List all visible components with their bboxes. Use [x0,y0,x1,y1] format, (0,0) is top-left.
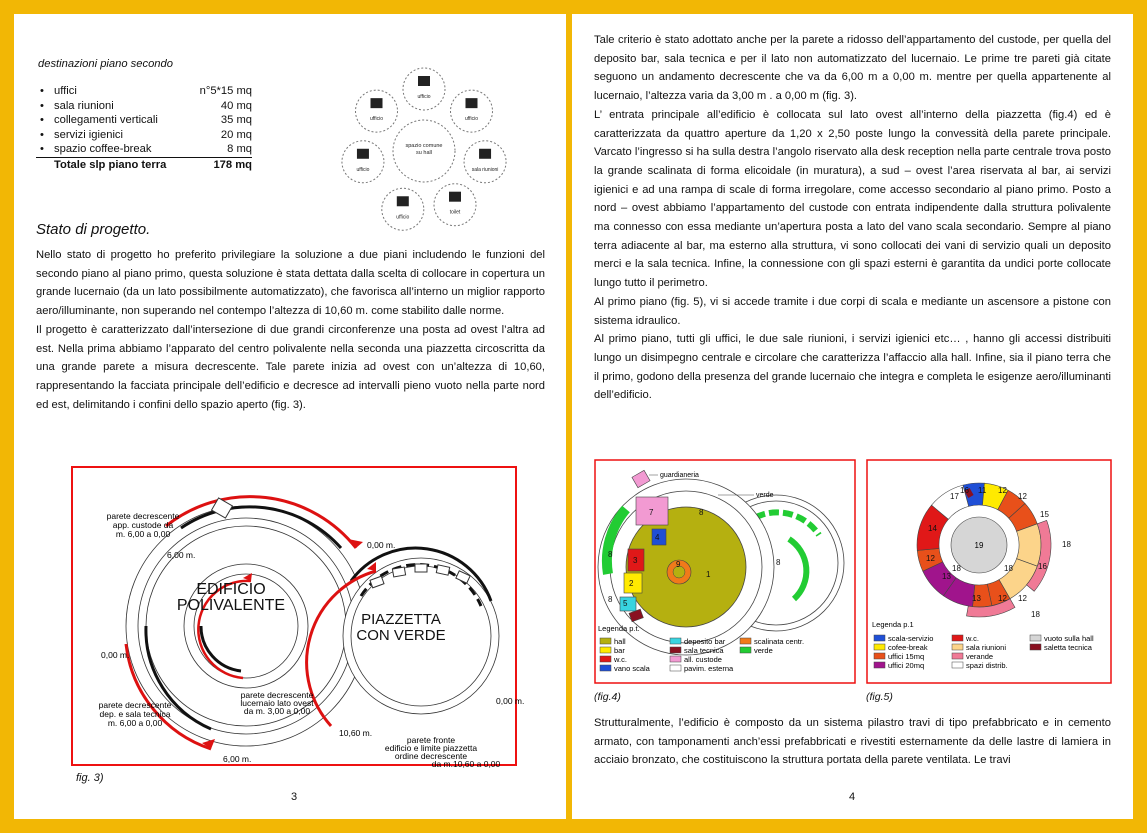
legend-swatch [874,653,885,659]
fig3-label: 0,00 m. [101,650,130,660]
fig3-title-2: POLIVALENTE [176,597,286,614]
fig5-legend-title: Legenda p.1 [872,620,914,629]
svg-text:12: 12 [926,554,935,563]
fig3-label: lucernaio lato ovest [240,698,314,708]
bubble-node-label: ufficio [417,94,431,100]
bubble-node [342,141,384,183]
text-block-page4 [594,31,1111,405]
fig3-label: edificio e limite piazzetta [384,743,478,753]
person-icon [397,196,409,206]
list-item: • collegamenti verticali 35 mq [36,113,252,128]
fig3-label: parete decrescente [240,690,314,700]
legend-label: uffici 20mq [888,661,925,670]
list-item: • spazio coffee-break 8 mq [36,142,252,158]
fig3-label: 6,00 m. [167,550,196,560]
legend-label: all. custode [684,655,722,664]
legend-label: w.c. [614,655,627,664]
fig3-label: da m. 3,00 a 0,00 [243,706,311,716]
svg-text:2: 2 [629,579,634,588]
legend-swatch [952,662,963,668]
svg-text:11: 11 [978,486,987,495]
fig3-label: m. 6,00 a 0,00 [115,529,171,539]
bubble-node-label: ufficio [370,116,383,123]
fig3-label: da m.10,60 a 0,00 [431,759,501,769]
fig3-label: dep. e sala tecnica [99,709,171,719]
legend-swatch [600,638,611,644]
paragraph: Nello stato di progetto ho preferito privilegiare la soluzione a due piani includendo le funzioni del secondo piano al piano primo, questa soluzione è stata dettata dalla scelta di collocare in copertura un grande lucernaio (da un lato possibilmente automatizzato), che favorisca all’interno un miglior rapporto aero/illuminante, non superando nel contempo l’altezza di 10,60 m. come stabilito dalle norme. [36,249,545,318]
svg-text:1: 1 [706,570,711,579]
svg-text:8: 8 [608,595,613,604]
paragraph: Tale criterio è stato adottato anche per la parete a ridosso dell’appartamento del custode, per quella del deposito bar, sala tecnica e per il lato non automatizzato del lucernaio. Le prime tre pareti già citate seguono un andamento decrescente che va da 6,00 m a 0,00 m. mentre per quella appartenente al lucernaio, l’altezza varia da 3,00 m . a 0,00 m (fig. 3). [594,34,1111,103]
text-block-page3 [36,246,545,414]
fig3-label: 6,00 m. [223,754,252,764]
bubble-node [356,90,398,132]
list-item: • uffici n°5*15 mq [36,84,252,99]
svg-text:8: 8 [608,550,613,559]
svg-text:7: 7 [649,508,654,517]
svg-text:18: 18 [1062,540,1071,549]
person-icon [357,149,369,159]
legend-label: saletta tecnica [1044,643,1092,652]
paragraph: Strutturalmente, l’edificio è composto da un sistema pilastro travi di tipo prefabbricato e in cemento armato, con tamponamenti anch’essi prefabbricati e rivestiti esternamente da delle lastre di lamiera in acciaio bronzato, che costituiscono la struttura portata della parete ventilata. Le travi [594,717,1111,767]
fig4-legend-title: Legenda p.t. [598,624,640,633]
fig3-label: ordine decrescente [394,751,468,761]
svg-text:5: 5 [623,599,628,608]
legend-swatch [874,662,885,668]
svg-text:3: 3 [633,556,638,565]
fig3-label: parete decrescente [106,511,180,521]
bubble-node [434,184,476,226]
svg-text:16: 16 [960,486,969,495]
bubble-node-label: sala riunioni [471,166,499,173]
legend-swatch [670,665,681,671]
bubble-node-label: ufficio [465,116,478,123]
svg-text:17: 17 [950,492,959,501]
fig3-title-1: EDIFICIO [196,581,266,598]
svg-text:13: 13 [972,594,981,603]
person-icon [465,98,477,108]
page-number: 3 [290,791,298,803]
legend-swatch [952,635,963,641]
legend-label: deposito bar [684,637,726,646]
legend-label: spazi distrib. [966,661,1008,670]
legend-swatch [670,647,681,653]
svg-text:12: 12 [998,486,1007,495]
bubble-node [464,141,506,183]
fig3-title-3: PIAZZETTA [361,611,441,628]
paragraph: Il progetto è caratterizzato dall’intersezione di due grandi circonferenze una posta ad ovest l’altra ad est. Nella prima abbiamo l’apparato del centro polivalente nella seconda una piazzetta circoscritta da una grande parete a misura decrescente. Tale parete inizia ad ovest con un’altezza di 10,60, rappresentando la facciata principale dell’edificio e decresce ad intervalli pieno vuoto nella parte nord ed est, delimitando i confini dello spazio aperto (fig. 3). [36,323,545,411]
figure-5 [866,459,1112,684]
bubble-node [403,68,445,110]
svg-text:19: 19 [974,541,984,550]
legend-label: scala-servizio [888,634,934,643]
bubble-center-l2: su hall [416,150,432,156]
legend-label: sala riunioni [966,643,1007,652]
list-item: • sala riunioni 40 mq [36,99,252,114]
legend-swatch [1030,635,1041,641]
legend-swatch [952,653,963,659]
legend-swatch [874,644,885,650]
destinations-title: destinazioni piano secondo [38,58,173,70]
fig3-label: app. custode da [112,520,174,530]
person-icon [371,98,383,108]
page-4 [572,14,1133,819]
text-block-page4-bottom [594,714,1111,770]
legend-swatch [600,656,611,662]
svg-text:12: 12 [1018,594,1027,603]
legend-label: uffici 15mq [888,652,925,661]
fig3-label: 0,00 m. [496,696,525,706]
legend-label: scalinata centr. [754,637,805,646]
fig3-label: 0,00 m. [367,540,396,550]
legend-label: cofee-break [888,643,928,652]
figure-3 [71,466,525,769]
svg-text:9: 9 [676,560,681,569]
legend-swatch [740,647,751,653]
legend-swatch [600,665,611,671]
svg-text:4: 4 [655,533,660,542]
fig5-caption: (fig.5) [866,691,893,703]
fig3-title-4: CON VERDE [356,627,446,644]
svg-text:13: 13 [942,572,951,581]
person-icon [449,192,461,202]
bubble-node-label: ufficio [396,214,410,221]
legend-swatch [600,647,611,653]
svg-text:18: 18 [1004,564,1013,573]
bubble-center-l1: spazio comune [405,143,443,149]
legend-swatch [1030,644,1041,650]
total-row: Totale slp piano terra 178 mq [54,158,252,171]
svg-text:12: 12 [1018,492,1027,501]
fig3-label: 10,60 m. [339,728,373,738]
paragraph: L’ entrata principale all’edificio è collocata sul lato ovest all’interno della piazzetta (fig.4) ed è caratterizzata da quattro aperture da 1,20 x 2,50 poste lungo la convessità della parete principale. Varcato l’ingresso si ha sulla destra l’angolo riservato alla desk reception nella parte centrale trova posto la grande scalinata di forma elicoidale (in muratura), a sud – ovest l’area riservata al bar, ai servizi igienici e ad una rampa di scale di forma irregolare, come accesso secondario al piano primo. Posto a nord – ovest abbiamo l’appartamento del custode con entrata indipendente dalla struttura polivalente ma connesso con essa mediante un’apertura posta a lato del vano scala secondario. Sempre al piano terra adiacente al bar, ma esterno alla struttura, vi sono collocati dei vani di servizio quali un deposito merci e la sala tecnica. Infine, la connessione con gli spazi esterni è garantita da undici porte collocate lungo tutto il perimetro. [594,108,1111,290]
legend-label: sala tecnica [684,646,724,655]
bubble-diagram [344,54,524,224]
svg-text:18: 18 [952,564,961,573]
person-icon [418,76,430,86]
fig3-label: parete fronte [406,735,456,745]
paragraph: Al primo piano, tutti gli uffici, le due sale riunioni, i servizi igienici etc… , hanno gli accessi distribuiti lungo un disimpegno centrale e circolare che caratterizza l’affaccio alla hall. Infine, sia il piano terra che il primo, godono della presenza del grande lucernaio che integra e completa le esigenze aero/illuminanti dell’edificio. [594,333,1111,402]
legend-label: vano scala [614,664,650,673]
legend-swatch [874,635,885,641]
legend-swatch [670,638,681,644]
bubble-node [450,90,492,132]
fig3-caption: fig. 3) [76,772,104,784]
fig4-label-guardianeria: guardianeria [660,472,699,479]
fig4-label-verde: verde [756,492,774,499]
page-3 [14,14,566,819]
figure-4 [594,459,856,684]
bubble-node-label: ufficio [356,166,370,173]
destinations-list [36,84,252,172]
svg-text:8: 8 [776,558,781,567]
legend-label: w.c. [966,634,979,643]
fig3-label: parete decrescente [98,700,172,710]
fig3-label: m. 6,00 a 0,00 [107,718,163,728]
legend-swatch [952,644,963,650]
svg-text:18: 18 [1031,610,1040,619]
heading-stato-progetto: Stato di progetto. [36,221,151,238]
bubble-node [382,188,424,230]
svg-text:16: 16 [1038,562,1047,571]
legend-swatch [740,638,751,644]
legend-label: verande [966,652,994,661]
svg-text:12: 12 [998,594,1007,603]
fig4-caption: (fig.4) [594,691,621,703]
svg-text:15: 15 [1040,510,1049,519]
person-icon [479,149,491,159]
bubble-node-label: toilet [449,209,461,216]
svg-text:14: 14 [928,524,937,533]
legend-label: vuoto sulla hall [1044,634,1094,643]
svg-text:8: 8 [699,508,704,517]
legend-swatch [670,656,681,662]
legend-label: bar [614,646,625,655]
paragraph: Al primo piano (fig. 5), vi si accede tramite i due corpi di scala e mediante un ascensore a pistone con sistema idraulico. [594,295,1111,327]
legend-label: verde [754,646,773,655]
page-number: 4 [848,791,856,803]
list-item: • servizi igienici 20 mq [36,128,252,143]
legend-label: pavim. esterna [684,664,734,673]
legend-label: hall [614,637,626,646]
